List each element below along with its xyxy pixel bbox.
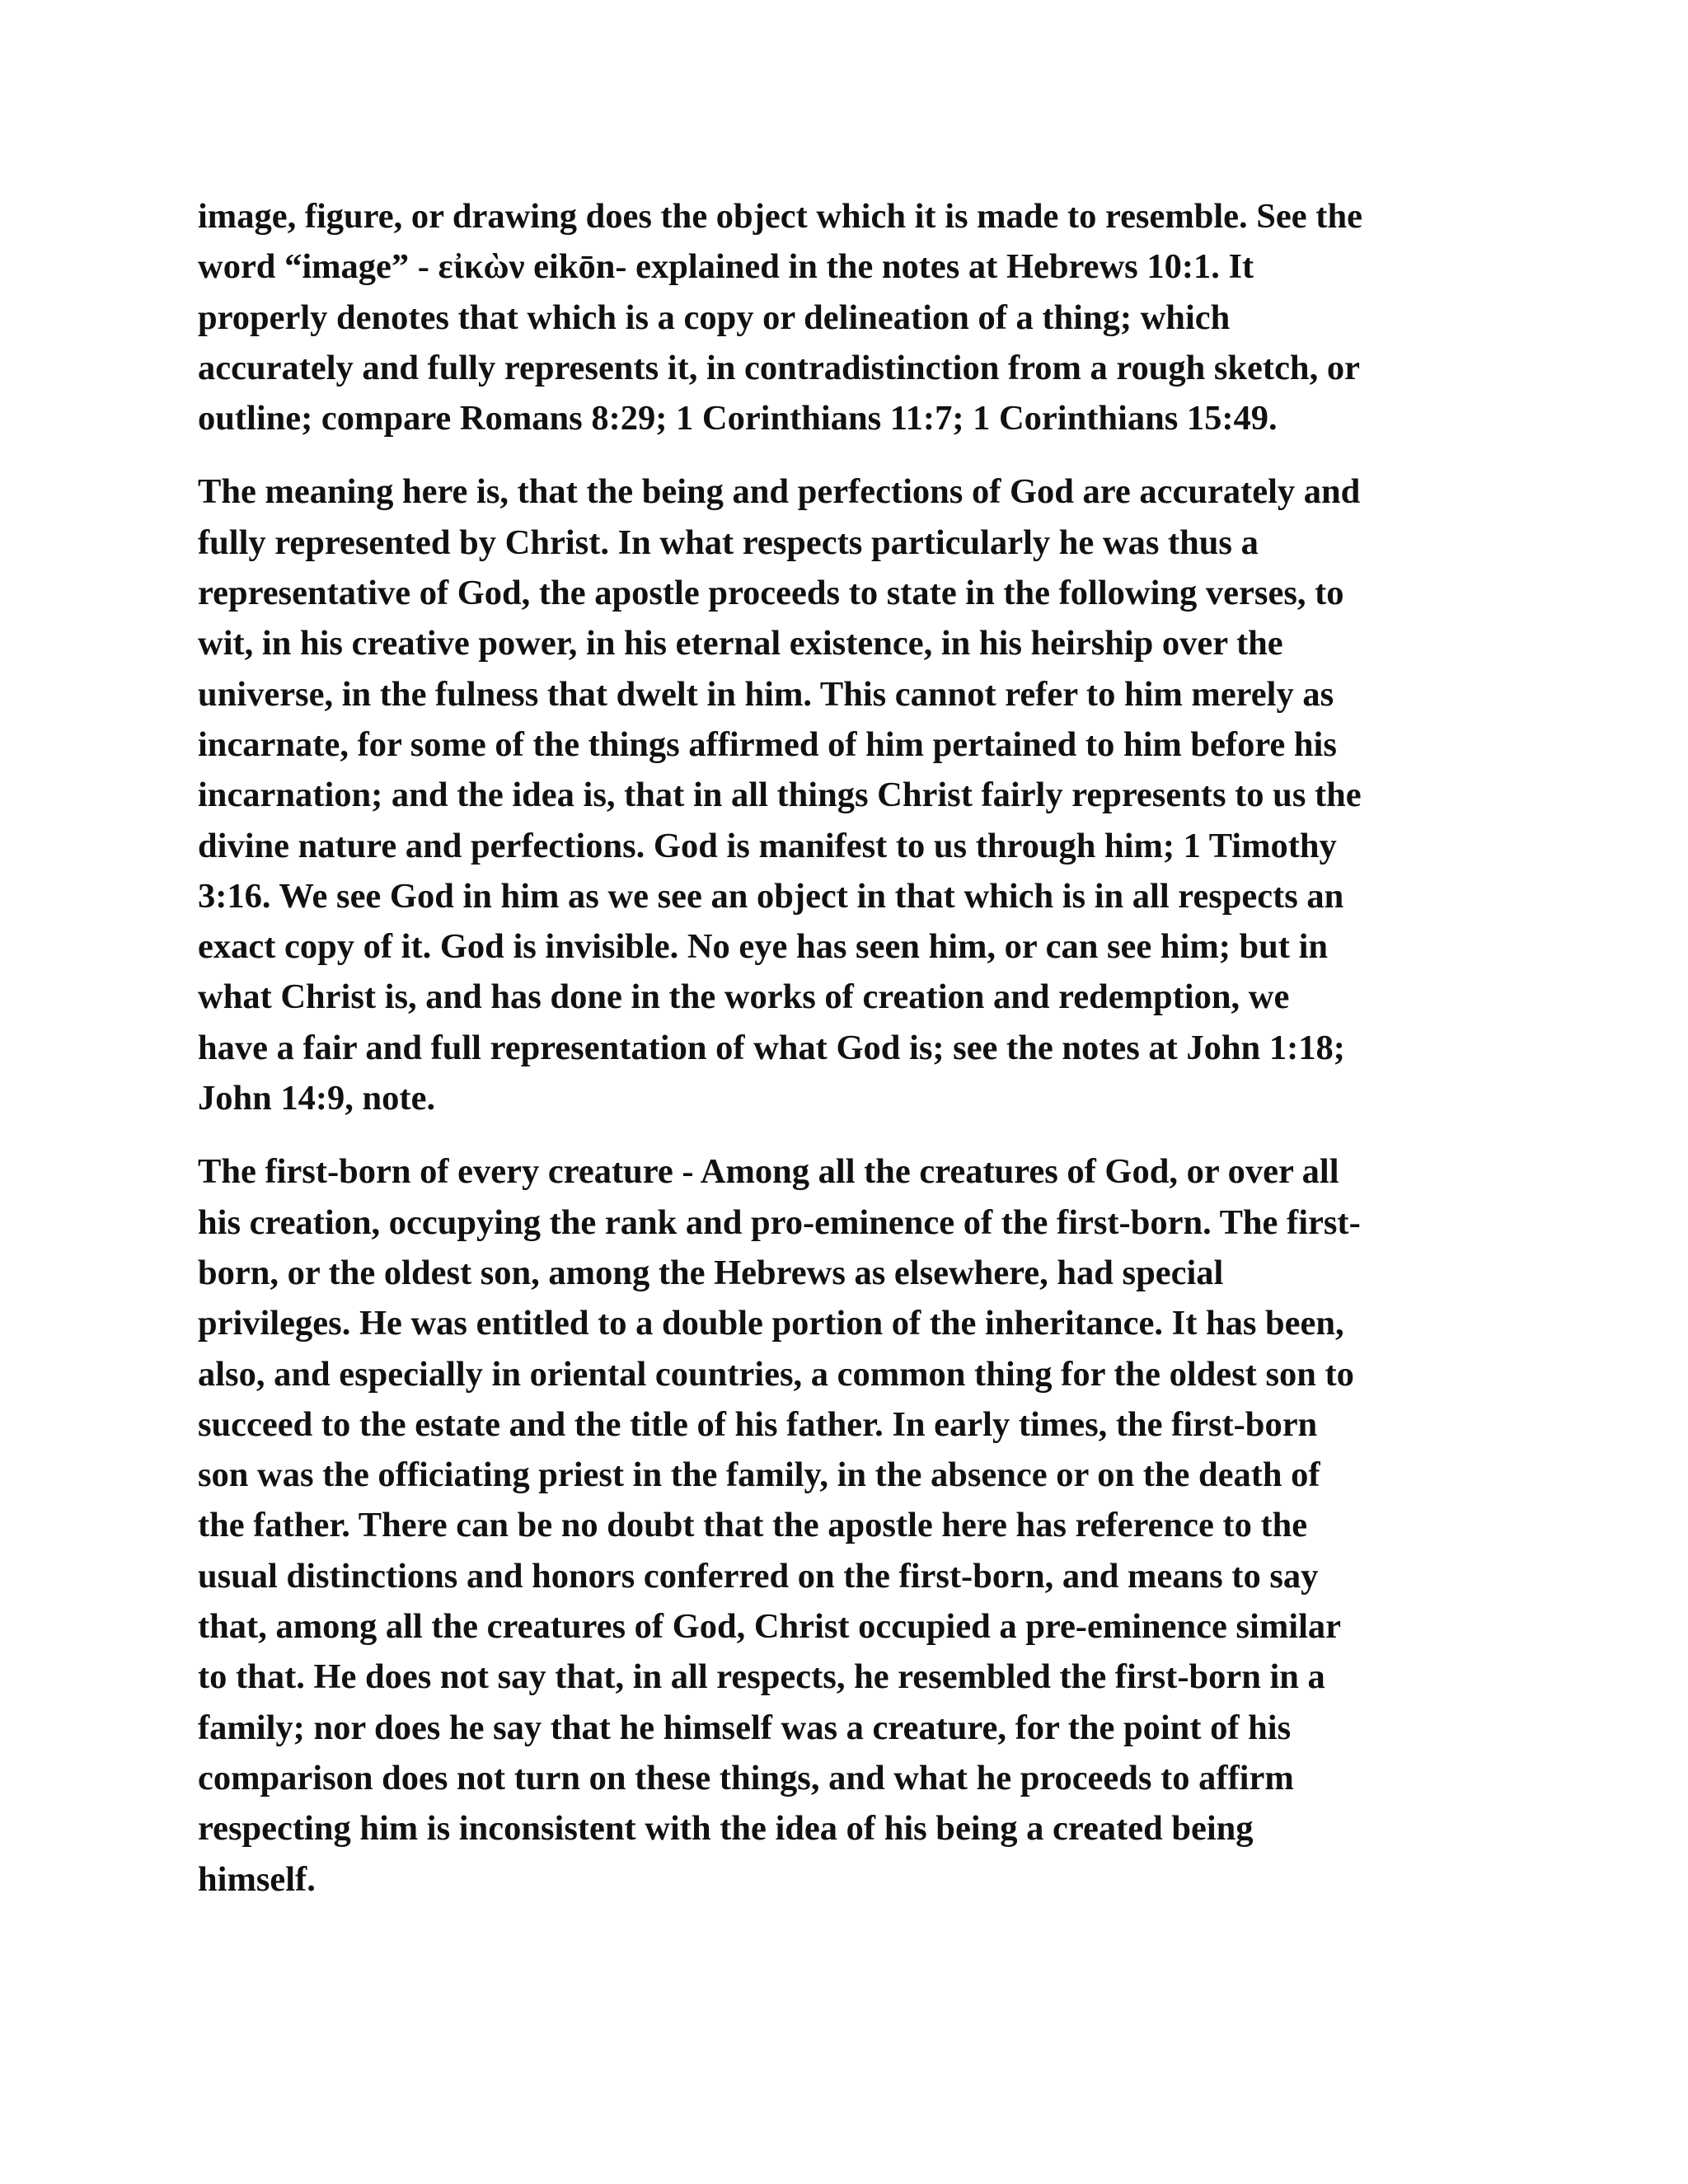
text-line: comparison does not turn on these things, and what he proceeds to affirm [198,1758,1294,1797]
text-line: The meaning here is, that the being and perfections of God are accurately and [198,472,1361,512]
text-line: fully represented by Christ. In what respects particularly he was thus a [198,523,1259,562]
text-line: incarnate, for some of the things affirmed of him pertained to him before his [198,724,1337,764]
text-line: divine nature and perfections. God is manifest to us through him; 1 Timothy [198,826,1337,865]
text-line: have a fair and full representation of what God is; see the notes at John 1:18; [198,1028,1345,1067]
text-line: that, among all the creatures of God, Christ occupied a pre-eminence similar [198,1607,1341,1647]
text-line: properly denotes that which is a copy or delineation of a thing; which [198,298,1231,337]
paragraph-image-definition [198,191,1517,443]
text-line: 3:16. We see God in him as we see an object in that which is in all respects an [198,876,1344,916]
text-line: word “image” - εἰκὼν eikōn- explained in the notes at Hebrews 10:1. It [198,247,1254,287]
text-line: accurately and fully represents it, in contradistinction from a rough sketch, or [198,348,1360,387]
text-line: son was the officiating priest in the family, in the absence or on the death of [198,1455,1320,1495]
text-line: succeed to the estate and the title of his father. In early times, the first-born [198,1404,1318,1444]
paragraph-first-born [198,1146,1517,1904]
text-line: privileges. He was entitled to a double portion of the inheritance. It has been, [198,1304,1344,1343]
text-line: usual distinctions and honors conferred on the first-born, and means to say [198,1556,1319,1596]
text-line: himself. [198,1859,316,1899]
text-line: representative of God, the apostle proceeds to state in the following verses, to [198,574,1344,613]
text-line: The first-born of every creature - Among all the creatures of God, or over all [198,1152,1339,1192]
text-line: John 14:9, note. [198,1079,436,1118]
text-line: family; nor does he say that he himself was a creature, for the point of his [198,1708,1292,1747]
text-line: exact copy of it. God is invisible. No eye has seen him, or can see him; but in [198,927,1329,967]
text-line: what Christ is, and has done in the works of creation and redemption, we [198,977,1290,1017]
text-line: his creation, occupying the rank and pro-eminence of the first-born. The first- [198,1202,1361,1242]
text-line: the father. There can be no doubt that the apostle here has reference to the [198,1506,1308,1545]
paragraph-meaning [198,466,1517,1123]
text-line: image, figure, or drawing does the object which it is made to resemble. See the [198,197,1362,236]
text-line: universe, in the fulness that dwelt in him. This cannot refer to him merely as [198,674,1334,714]
text-line: outline; compare Romans 8:29; 1 Corinthians 11:7; 1 Corinthians 15:49. [198,399,1278,438]
text-line: to that. He does not say that, in all respects, he resembled the first-born in a [198,1657,1325,1697]
text-line: born, or the oldest son, among the Hebrews as elsewhere, had special [198,1253,1224,1292]
text-line: also, and especially in oriental countries, a common thing for the oldest son to [198,1354,1354,1394]
text-line: respecting him is inconsistent with the idea of his being a created being [198,1809,1254,1849]
text-line: wit, in his creative power, in his eternal existence, in his heirship over the [198,624,1283,663]
document-body [198,191,1517,1928]
text-line: incarnation; and the idea is, that in all things Christ fairly represents to us the [198,776,1362,815]
